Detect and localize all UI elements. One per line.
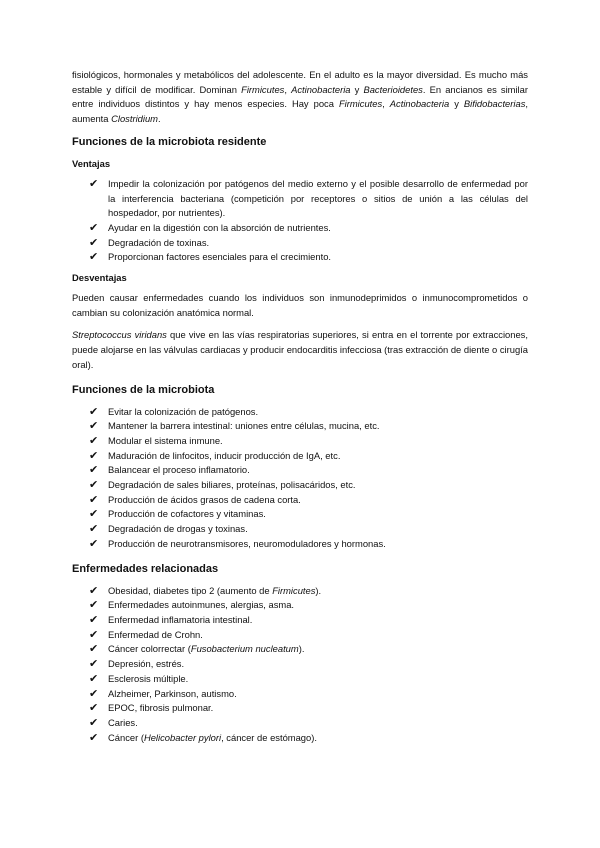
- intro-text: y: [449, 98, 464, 110]
- list-item: [72, 236, 528, 251]
- check-icon: ✔: [89, 599, 99, 612]
- list-item-text: , cáncer de estómago).: [221, 731, 317, 743]
- list-item-text: Esclerosis múltiple.: [108, 672, 189, 684]
- desventajas-paragraph: Pueden causar enfermedades cuando los individuos son inmunodeprimidos o inmunocomprometidos o cambian su colonización anatómica normal.: [72, 292, 528, 318]
- species-name: Streptococcus viridans: [72, 329, 167, 341]
- list-item: [72, 672, 528, 687]
- paragraph-text: que vive en las vías respiratorias superiores, si entra en el torrente por extracciones, puede alojarse en las válvulas cardiacas y producir endocarditis infecciosa (tras extracción de diente o cirugía oral).: [72, 329, 528, 370]
- check-icon: ✔: [89, 449, 99, 462]
- species-name: Firmicutes: [272, 584, 316, 596]
- list-item: [72, 434, 528, 449]
- list-item: [72, 537, 528, 552]
- list-item-text: Enfermedades autoinmunes, alergias, asma.: [108, 599, 295, 611]
- list-item: [72, 628, 528, 643]
- check-icon: ✔: [89, 493, 99, 506]
- check-icon: ✔: [89, 613, 99, 626]
- list-item: [72, 701, 528, 716]
- streptococcus-paragraph: [72, 328, 528, 372]
- section-heading-funciones-microbiota: Funciones de la microbiota: [72, 383, 215, 396]
- intro-italic: Firmicutes: [338, 98, 383, 110]
- enfermedades-list: [72, 584, 528, 746]
- list-item-text: Alzheimer, Parkinson, autismo.: [108, 687, 237, 699]
- list-item: [72, 478, 528, 493]
- list-item-text: Impedir la colonización por patógenos del medio externo y el posible desarrollo de enfermedad por la interferencia bacteriana (competición por receptores o sitios de unión a las células del hospedador, por nutrientes).: [108, 177, 528, 219]
- intro-text: y: [350, 83, 364, 95]
- funciones-list: [72, 405, 528, 552]
- intro-text: fisiológicos, hormonales y metabólicos del adolescente. En el adulto es la mayor diversidad. Es mucho más estable y difícil de modificar. Dominan: [72, 69, 528, 95]
- subheading-desventajas: Desventajas: [72, 272, 127, 284]
- document-page: [72, 68, 528, 745]
- check-icon: ✔: [89, 716, 99, 729]
- list-item: [72, 657, 528, 672]
- list-item-text: Degradación de sales biliares, proteínas, polisacáridos, etc.: [108, 479, 356, 491]
- list-item: [72, 598, 528, 613]
- species-name: Helicobacter pylori: [143, 731, 222, 743]
- check-icon: ✔: [89, 251, 99, 264]
- list-item-text: Mantener la barrera intestinal: uniones entre células, mucina, etc.: [108, 420, 380, 432]
- list-item-text: Proporcionan factores esenciales para el crecimiento.: [108, 251, 332, 263]
- list-item-text: Degradación de toxinas.: [108, 236, 210, 248]
- list-item-text: Balancear el proceso inflamatorio.: [108, 464, 250, 476]
- list-item: [72, 522, 528, 537]
- intro-italic: Firmicutes: [241, 83, 285, 95]
- list-item-text: Producción de neurotransmisores, neuromoduladores y hormonas.: [108, 537, 386, 549]
- list-item-text: Maduración de linfocitos, inducir producción de IgA, etc.: [108, 449, 341, 461]
- list-item-text: ).: [298, 643, 305, 655]
- list-item: [72, 687, 528, 702]
- check-icon: ✔: [89, 731, 99, 744]
- section-heading-enfermedades: Enfermedades relacionadas: [72, 562, 219, 575]
- list-item-text: Enfermedad de Crohn.: [108, 628, 203, 640]
- list-item: [72, 493, 528, 508]
- list-item-text: Producción de cofactores y vitaminas.: [108, 508, 266, 520]
- intro-italic: Bifidobacterias: [463, 98, 526, 110]
- list-item: [72, 419, 528, 434]
- check-icon: ✔: [89, 628, 99, 641]
- check-icon: ✔: [89, 584, 99, 597]
- intro-text: ,: [284, 83, 292, 95]
- list-item-text: Producción de ácidos grasos de cadena corta.: [108, 493, 301, 505]
- check-icon: ✔: [89, 434, 99, 447]
- check-icon: ✔: [89, 508, 99, 521]
- check-icon: ✔: [89, 420, 99, 433]
- list-item: [72, 731, 528, 746]
- check-icon: ✔: [89, 672, 99, 685]
- list-item-text: Ayudar en la digestión con la absorción de nutrientes.: [108, 221, 331, 233]
- check-icon: ✔: [89, 702, 99, 715]
- list-item: [72, 716, 528, 731]
- ventajas-list: [72, 177, 528, 265]
- list-item-text: Degradación de drogas y toxinas.: [108, 523, 248, 535]
- list-item-text: Obesidad, diabetes tipo 2 (aumento de: [108, 584, 273, 596]
- check-icon: ✔: [89, 177, 99, 190]
- check-icon: ✔: [89, 687, 99, 700]
- list-item: [72, 463, 528, 478]
- check-icon: ✔: [89, 658, 99, 671]
- check-icon: ✔: [89, 236, 99, 249]
- check-icon: ✔: [89, 464, 99, 477]
- list-item-text: Cáncer colorrectar (: [108, 643, 191, 655]
- list-item-text: Evitar la colonización de patógenos.: [108, 405, 259, 417]
- list-item: [72, 449, 528, 464]
- intro-text: .: [157, 113, 161, 125]
- list-item-text: Enfermedad inflamatoria intestinal.: [108, 613, 253, 625]
- list-item: [72, 507, 528, 522]
- intro-italic: Actinobacteria: [291, 83, 351, 95]
- list-item-text: Modular el sistema inmune.: [108, 434, 223, 446]
- intro-italic: Clostridium: [111, 113, 158, 125]
- intro-text: , aumenta: [72, 98, 528, 125]
- list-item-text: EPOC, fibrosis pulmonar.: [108, 702, 214, 714]
- intro-paragraph: [72, 68, 528, 127]
- list-item: [72, 642, 528, 657]
- list-item: [72, 250, 528, 265]
- list-item: [72, 584, 528, 599]
- list-item-text: Caries.: [108, 716, 138, 728]
- list-item-text: Depresión, estrés.: [108, 658, 185, 670]
- list-item: [72, 613, 528, 628]
- list-item-text: Cáncer (: [108, 731, 144, 743]
- check-icon: ✔: [89, 523, 99, 536]
- check-icon: ✔: [89, 643, 99, 656]
- intro-text: ,: [382, 98, 390, 110]
- section-heading-microbiota-residente: Funciones de la microbiota residente: [72, 135, 267, 148]
- subheading-ventajas: Ventajas: [72, 157, 111, 169]
- check-icon: ✔: [89, 405, 99, 418]
- intro-italic: Bacterioidetes: [363, 83, 423, 95]
- list-item-text: ).: [315, 584, 322, 596]
- intro-text: . En ancianos es similar entre individuos distintos y hay menos especies. Hay poca: [72, 83, 528, 110]
- check-icon: ✔: [89, 537, 99, 550]
- intro-italic: Actinobacteria: [389, 98, 450, 110]
- check-icon: ✔: [89, 221, 99, 234]
- list-item: [72, 405, 528, 420]
- check-icon: ✔: [89, 479, 99, 492]
- list-item: [72, 221, 528, 236]
- species-name: Fusobacterium nucleatum: [190, 643, 299, 655]
- list-item: [72, 177, 528, 221]
